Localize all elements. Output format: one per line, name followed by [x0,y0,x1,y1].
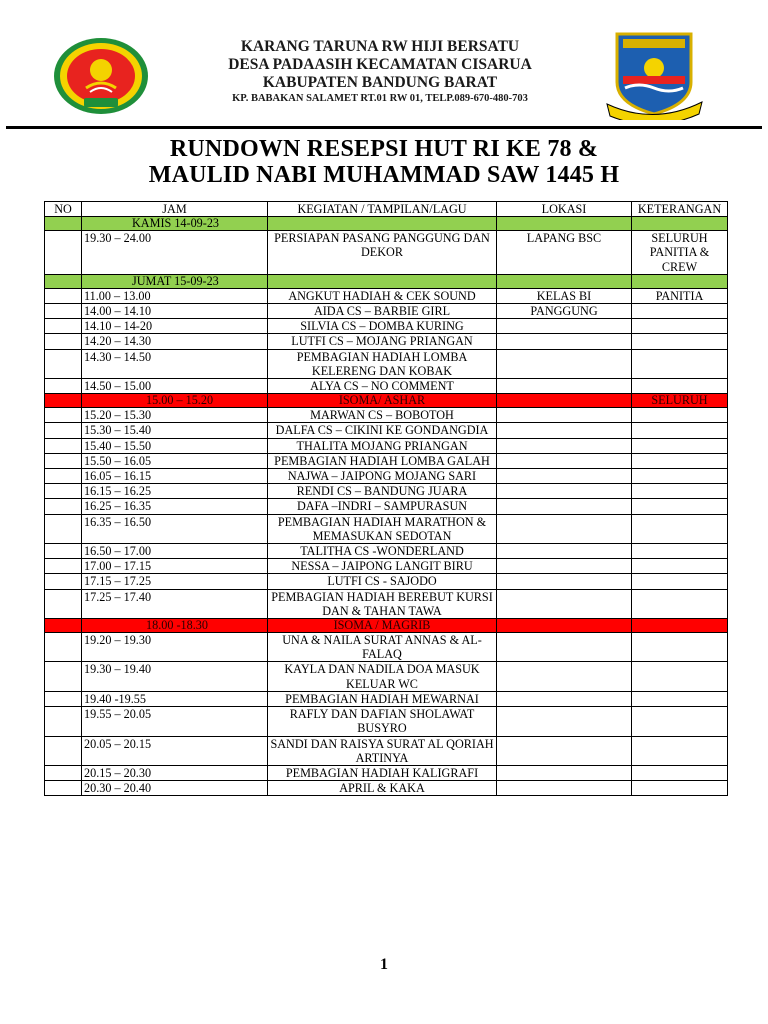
cell-lokasi [497,781,632,796]
cell-keterangan [632,662,728,691]
cell-keterangan [632,453,728,468]
cell-keterangan [632,499,728,514]
cell-jam: 16.35 – 16.50 [82,514,268,543]
cell-no [45,736,82,765]
cell-lokasi [497,438,632,453]
cell-keterangan [632,589,728,618]
cell-jam: 19.30 – 19.40 [82,662,268,691]
cell-kegiatan: UNA & NAILA SURAT ANNAS & AL-FALAQ [268,633,497,662]
table-row [45,499,728,514]
cell-lokasi [497,334,632,349]
cell-kegiatan: LUTFI CS - SAJODO [268,574,497,589]
cell-jam: 15.30 – 15.40 [82,423,268,438]
break-row [45,394,728,408]
table-row [45,781,728,796]
cell-keterangan [632,736,728,765]
day-header-row [45,274,728,288]
cell-lokasi: LAPANG BSC [497,231,632,275]
cell-kegiatan: ALYA CS – NO COMMENT [268,379,497,394]
cell-jam: 14.00 – 14.10 [82,304,268,319]
column-header-jam: JAM [82,202,268,217]
cell-lokasi [497,379,632,394]
cell-no [45,499,82,514]
cell-lokasi: PANGGUNG [497,304,632,319]
cell-no [45,334,82,349]
cell-no [45,589,82,618]
cell-keterangan [632,619,728,633]
cell-lokasi [497,633,632,662]
cell-no [45,765,82,780]
table-row [45,408,728,423]
table-row [45,349,728,378]
cell-jam: 19.20 – 19.30 [82,633,268,662]
cell-kegiatan: ANGKUT HADIAH & CEK SOUND [268,288,497,303]
cell-kegiatan: RENDI CS – BANDUNG JUARA [268,484,497,499]
cell-no [45,438,82,453]
cell-no [45,633,82,662]
table-row [45,304,728,319]
column-header-keterangan: KETERANGAN [632,202,728,217]
cell-no [45,288,82,303]
cell-kegiatan: KAYLA DAN NADILA DOA MASUK KELUAR WC [268,662,497,691]
cell-lokasi [497,469,632,484]
cell-no [45,304,82,319]
column-header-lokasi: LOKASI [497,202,632,217]
column-header-no: NO [45,202,82,217]
table-row [45,736,728,765]
cell-keterangan [632,423,728,438]
cell-lokasi [497,319,632,334]
rundown-table [44,201,728,796]
cell-jam: 16.05 – 16.15 [82,469,268,484]
cell-lokasi [497,765,632,780]
cell-lokasi [497,544,632,559]
table-row [45,544,728,559]
cell-jam: 16.25 – 16.35 [82,499,268,514]
cell-jam: 15.50 – 16.05 [82,453,268,468]
cell-lokasi [497,514,632,543]
cell-keterangan [632,274,728,288]
cell-no [45,349,82,378]
cell-keterangan [632,781,728,796]
cell-no [45,423,82,438]
cell-kegiatan [268,217,497,231]
cell-no [45,559,82,574]
cell-keterangan [632,304,728,319]
cell-jam: 17.15 – 17.25 [82,574,268,589]
cell-lokasi [497,349,632,378]
cell-no [45,707,82,736]
cell-kegiatan: PEMBAGIAN HADIAH LOMBA GALAH [268,453,497,468]
table-row [45,379,728,394]
cell-keterangan [632,707,728,736]
cell-keterangan [632,559,728,574]
cell-kegiatan: PEMBAGIAN HADIAH MEWARNAI [268,691,497,706]
cell-keterangan [632,469,728,484]
cell-no [45,574,82,589]
cell-jam: 19.30 – 24.00 [82,231,268,275]
table-row [45,438,728,453]
cell-keterangan [632,438,728,453]
cell-jam: JUMAT 15-09-23 [82,274,268,288]
cell-no [45,217,82,231]
org-name-line: KARANG TARUNA RW HIJI BERSATU [240,38,520,55]
cell-lokasi [497,394,632,408]
cell-keterangan [632,408,728,423]
cell-lokasi [497,453,632,468]
cell-keterangan [632,349,728,378]
table-row [45,574,728,589]
org-regency-line: KABUPATEN BANDUNG BARAT [262,74,498,91]
cell-kegiatan: PEMBAGIAN HADIAH BEREBUT KURSI DAN & TAHAN TAWA [268,589,497,618]
cell-lokasi [497,574,632,589]
cell-no [45,544,82,559]
table-row [45,691,728,706]
table-row [45,662,728,691]
cell-jam: 15.40 – 15.50 [82,438,268,453]
table-row [45,484,728,499]
cell-kegiatan: LUTFI CS – MOJANG PRIANGAN [268,334,497,349]
cell-jam: 16.15 – 16.25 [82,484,268,499]
cell-lokasi [497,707,632,736]
cell-jam: KAMIS 14-09-23 [82,217,268,231]
table-row [45,707,728,736]
cell-kegiatan [268,274,497,288]
cell-no [45,662,82,691]
column-header-kegiatan: KEGIATAN / TAMPILAN/LAGU [268,202,497,217]
cell-no [45,379,82,394]
cell-keterangan: SELURUH PANITIA & CREW [632,231,728,275]
cell-lokasi [497,619,632,633]
cell-keterangan [632,691,728,706]
cell-kegiatan: APRIL & KAKA [268,781,497,796]
cell-no [45,408,82,423]
cell-jam: 17.25 – 17.40 [82,589,268,618]
table-row [45,589,728,618]
cell-kegiatan: PEMBAGIAN HADIAH LOMBA KELERENG DAN KOBAK [268,349,497,378]
letterhead [0,0,768,128]
document-title-line2: MAULID NABI MUHAMMAD SAW 1445 H [148,162,620,188]
day-header-row [45,217,728,231]
cell-no [45,619,82,633]
cell-jam: 17.00 – 17.15 [82,559,268,574]
cell-kegiatan: DALFA CS – CIKINI KE GONDANGDIA [268,423,497,438]
cell-kegiatan: DAFA –INDRI – SAMPURASUN [268,499,497,514]
cell-jam: 14.20 – 14.30 [82,334,268,349]
cell-no [45,319,82,334]
cell-kegiatan: MARWAN CS – BOBOTOH [268,408,497,423]
cell-keterangan [632,544,728,559]
cell-keterangan [632,379,728,394]
cell-no [45,469,82,484]
cell-lokasi [497,274,632,288]
cell-kegiatan: PEMBAGIAN HADIAH KALIGRAFI [268,765,497,780]
cell-keterangan [632,334,728,349]
cell-lokasi: KELAS BI [497,288,632,303]
cell-kegiatan: PERSIAPAN PASANG PANGGUNG DAN DEKOR [268,231,497,275]
table-row [45,559,728,574]
cell-jam: 20.05 – 20.15 [82,736,268,765]
cell-keterangan [632,319,728,334]
cell-keterangan [632,574,728,589]
table-row [45,765,728,780]
cell-lokasi [497,217,632,231]
cell-kegiatan: AIDA CS – BARBIE GIRL [268,304,497,319]
cell-lokasi [497,408,632,423]
cell-lokasi [497,662,632,691]
cell-keterangan: PANITIA [632,288,728,303]
cell-jam: 19.55 – 20.05 [82,707,268,736]
cell-lokasi [497,499,632,514]
cell-lokasi [497,484,632,499]
cell-no [45,691,82,706]
cell-lokasi [497,423,632,438]
cell-jam: 14.10 – 14-20 [82,319,268,334]
cell-kegiatan: TALITHA CS -WONDERLAND [268,544,497,559]
cell-kegiatan: ISOMA/ ASHAR [268,394,497,408]
cell-kegiatan: SILVIA CS – DOMBA KURING [268,319,497,334]
cell-keterangan [632,514,728,543]
cell-jam: 11.00 – 13.00 [82,288,268,303]
table-row [45,514,728,543]
break-row [45,619,728,633]
cell-no [45,231,82,275]
cell-jam: 18.00 -18.30 [82,619,268,633]
table-row [45,453,728,468]
cell-keterangan: SELURUH [632,394,728,408]
cell-kegiatan: ISOMA / MAGRIB [268,619,497,633]
table-header-row [45,202,728,217]
cell-keterangan [632,633,728,662]
page-number: 1 [380,956,388,973]
org-address-line: KP. BABAKAN SALAMET RT.01 RW 01, TELP.089-670-480-703 [232,93,528,104]
cell-jam: 14.50 – 15.00 [82,379,268,394]
cell-keterangan [632,765,728,780]
cell-kegiatan: NAJWA – JAIPONG MOJANG SARI [268,469,497,484]
cell-kegiatan: PEMBAGIAN HADIAH MARATHON & MEMASUKAN SEDOTAN [268,514,497,543]
header-divider [6,126,762,129]
kabupaten-bandung-barat-logo-icon [603,30,706,120]
table-row [45,288,728,303]
cell-kegiatan: SANDI DAN RAISYA SURAT AL QORIAH ARTINYA [268,736,497,765]
cell-keterangan [632,484,728,499]
cell-jam: 15.20 – 15.30 [82,408,268,423]
table-row [45,423,728,438]
cell-lokasi [497,736,632,765]
table-row [45,334,728,349]
document-title-line1: RUNDOWN RESEPSI HUT RI KE 78 & [169,136,599,162]
cell-jam: 19.40 -19.55 [82,691,268,706]
cell-lokasi [497,559,632,574]
cell-no [45,394,82,408]
table-row [45,633,728,662]
cell-lokasi [497,589,632,618]
karang-taruna-logo-icon [50,34,153,118]
cell-kegiatan: THALITA MOJANG PRIANGAN [268,438,497,453]
org-village-line: DESA PADAASIH KECAMATAN CISARUA [228,56,532,73]
cell-no [45,514,82,543]
table-row [45,231,728,275]
cell-no [45,274,82,288]
cell-jam: 16.50 – 17.00 [82,544,268,559]
table-row [45,319,728,334]
cell-no [45,484,82,499]
cell-no [45,781,82,796]
cell-jam: 20.15 – 20.30 [82,765,268,780]
cell-kegiatan: NESSA – JAIPONG LANGIT BIRU [268,559,497,574]
cell-jam: 15.00 – 15.20 [82,394,268,408]
cell-jam: 20.30 – 20.40 [82,781,268,796]
table-row [45,469,728,484]
cell-kegiatan: RAFLY DAN DAFIAN SHOLAWAT BUSYRO [268,707,497,736]
cell-no [45,453,82,468]
cell-keterangan [632,217,728,231]
cell-lokasi [497,691,632,706]
cell-jam: 14.30 – 14.50 [82,349,268,378]
